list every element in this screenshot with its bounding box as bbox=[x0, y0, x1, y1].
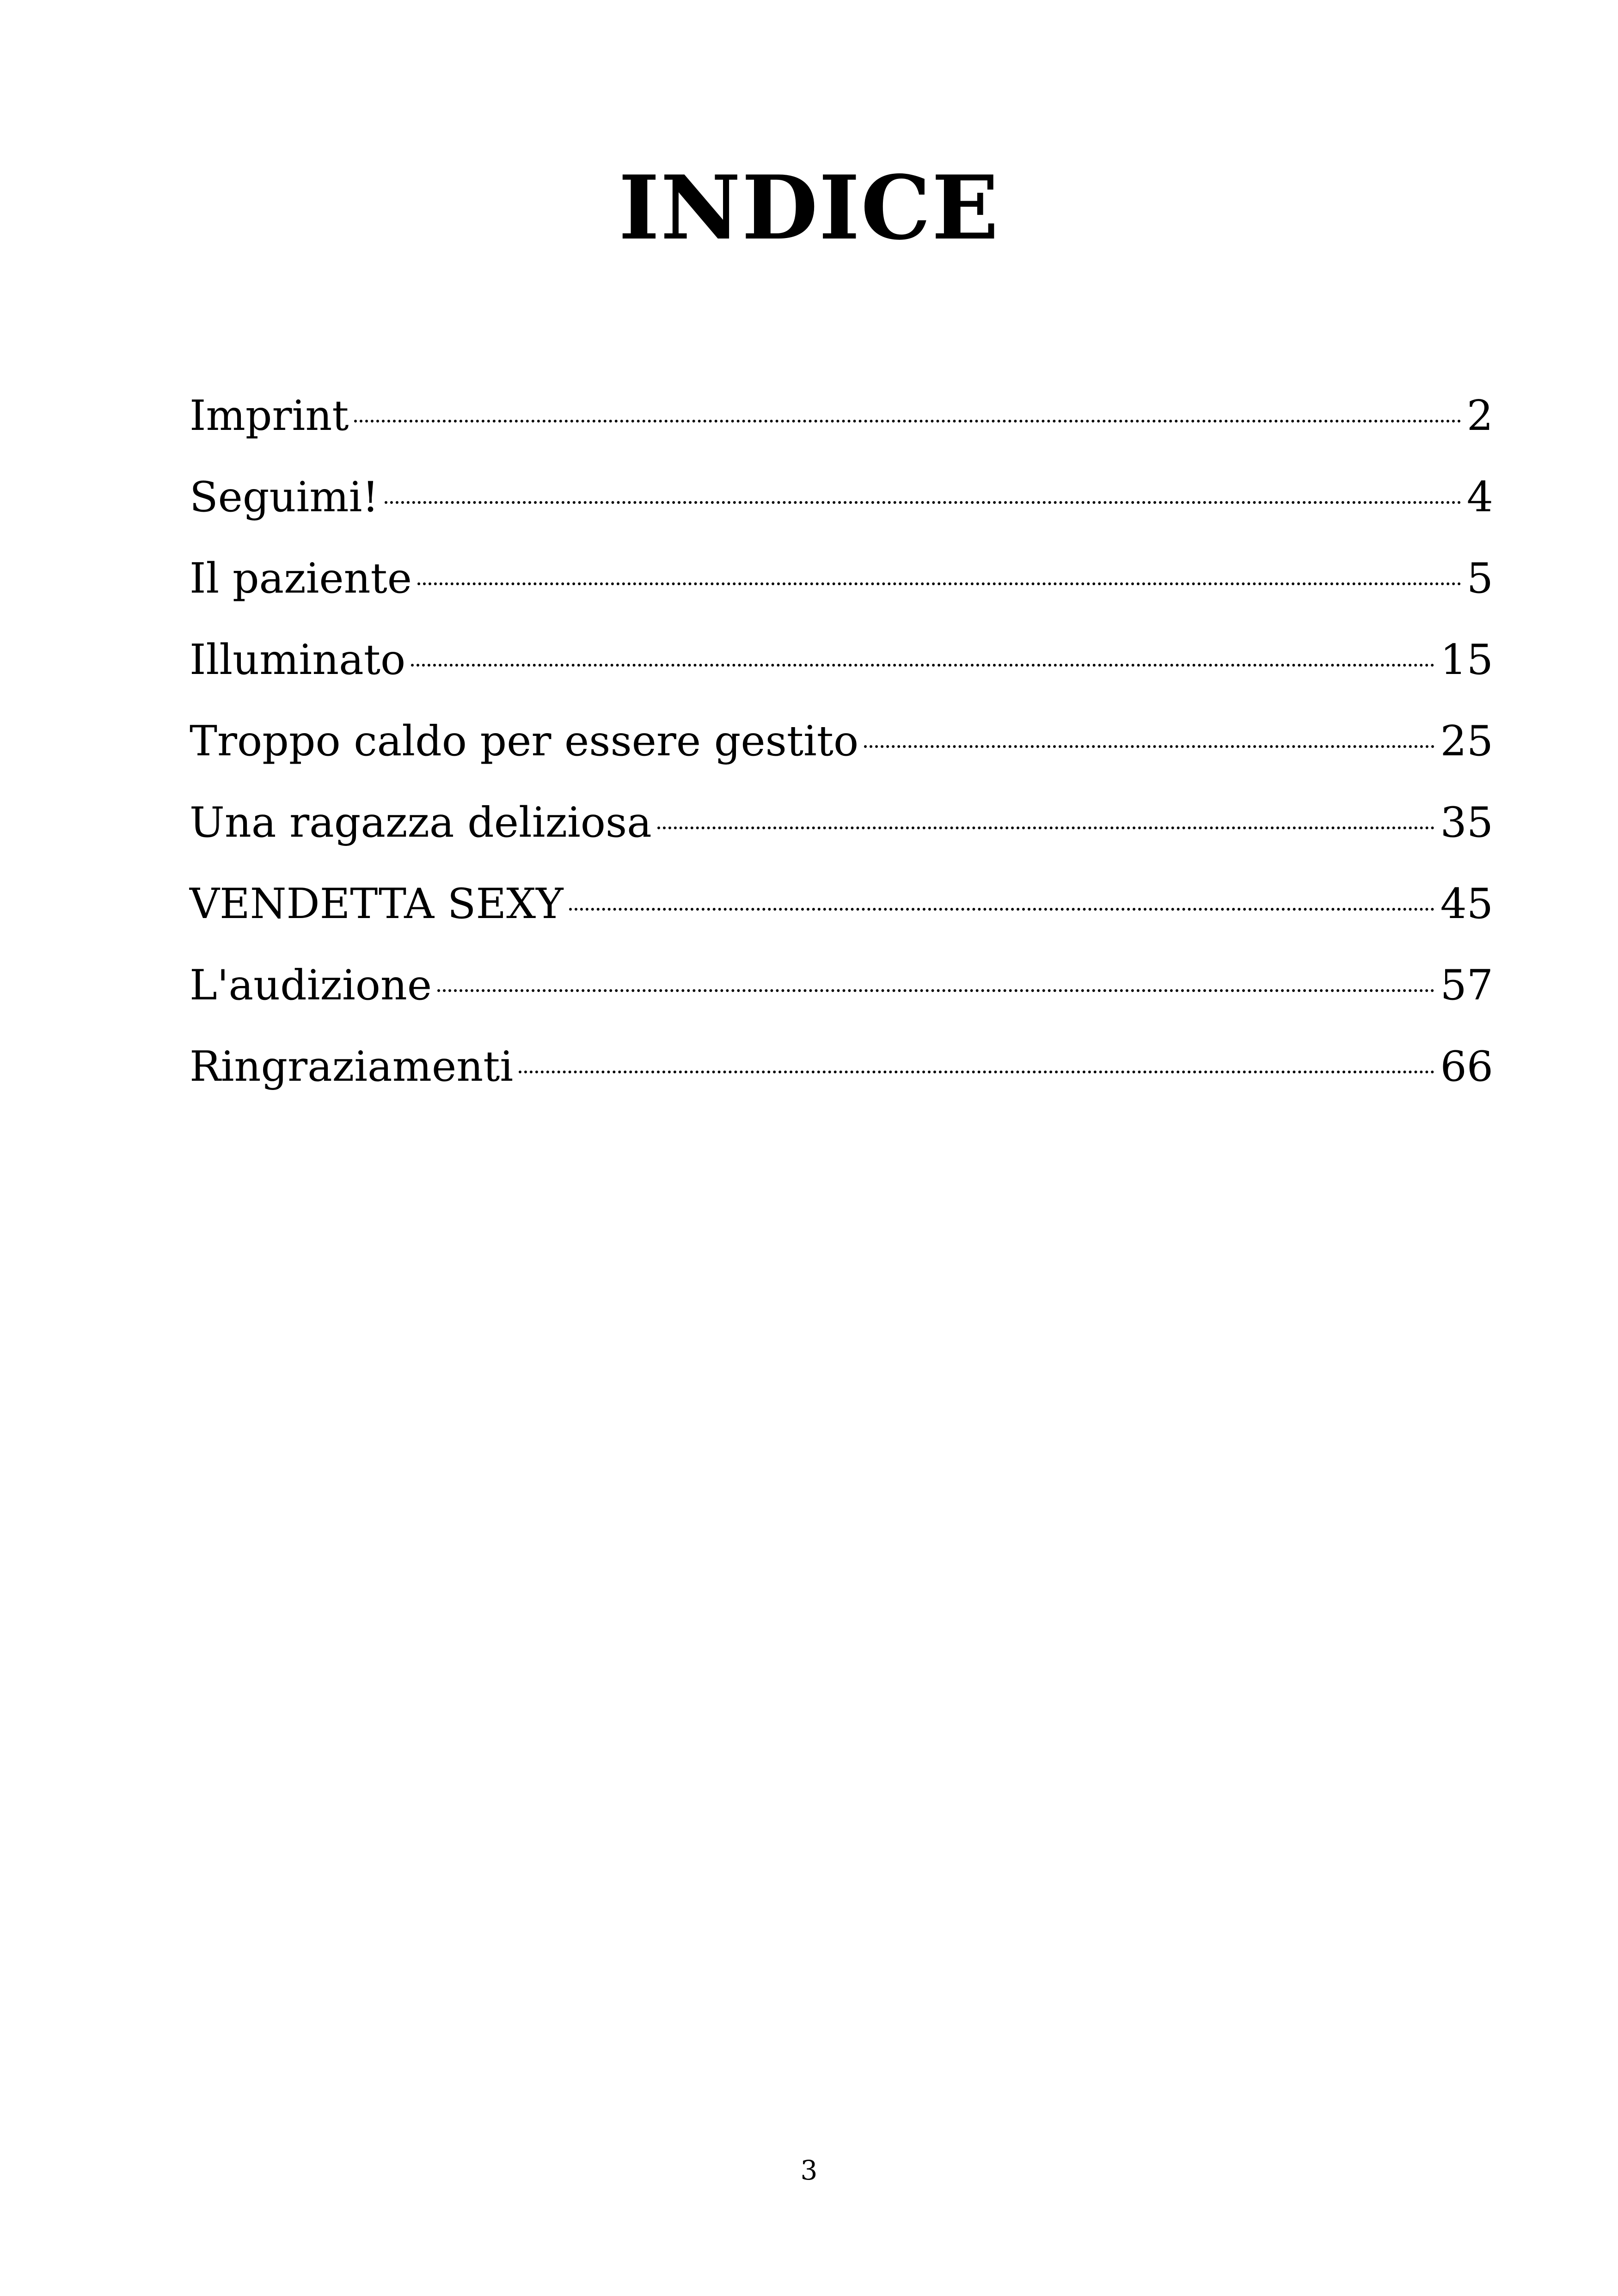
dot-leader bbox=[569, 908, 1435, 911]
toc-entry-title: Illuminato bbox=[190, 636, 406, 684]
dot-leader bbox=[385, 501, 1461, 504]
dot-leader bbox=[519, 1071, 1434, 1073]
toc-entry[interactable] bbox=[190, 872, 1493, 953]
toc-entry-page: 15 bbox=[1440, 636, 1493, 684]
toc-entry-page: 2 bbox=[1466, 392, 1493, 440]
toc-entry-page: 5 bbox=[1466, 554, 1493, 603]
toc-entry[interactable] bbox=[190, 628, 1493, 709]
dot-leader bbox=[864, 745, 1434, 748]
toc-entry-title: Troppo caldo per essere gestito bbox=[190, 717, 859, 765]
toc-entry-page: 35 bbox=[1440, 798, 1493, 847]
toc-entry-title: Il paziente bbox=[190, 554, 412, 603]
dot-leader bbox=[411, 664, 1434, 667]
toc-entry[interactable] bbox=[190, 1035, 1493, 1116]
toc-entry-title: Una ragazza deliziosa bbox=[190, 798, 652, 847]
table-of-contents bbox=[190, 384, 1493, 1116]
toc-entry-title: Seguimi! bbox=[190, 473, 379, 521]
toc-entry[interactable] bbox=[190, 953, 1493, 1035]
dot-leader bbox=[417, 582, 1461, 585]
toc-entry-page: 57 bbox=[1440, 961, 1493, 1010]
toc-entry-page: 4 bbox=[1466, 473, 1493, 521]
toc-entry[interactable] bbox=[190, 790, 1493, 872]
toc-entry[interactable] bbox=[190, 546, 1493, 628]
page-number: 3 bbox=[800, 2155, 818, 2186]
toc-entry-title: L'audizione bbox=[190, 961, 432, 1010]
toc-entry-title: VENDETTA SEXY bbox=[190, 880, 564, 928]
toc-entry[interactable] bbox=[190, 709, 1493, 790]
toc-entry-page: 66 bbox=[1440, 1042, 1493, 1091]
toc-entry-title: Ringraziamenti bbox=[190, 1042, 514, 1091]
toc-entry-title: Imprint bbox=[190, 392, 349, 440]
dot-leader bbox=[354, 420, 1461, 422]
page-title: INDICE bbox=[618, 156, 1000, 259]
dot-leader bbox=[657, 827, 1435, 829]
toc-entry[interactable] bbox=[190, 384, 1493, 465]
toc-entry[interactable] bbox=[190, 465, 1493, 546]
dot-leader bbox=[437, 989, 1434, 992]
toc-entry-page: 25 bbox=[1440, 717, 1493, 765]
toc-entry-page: 45 bbox=[1440, 880, 1493, 928]
